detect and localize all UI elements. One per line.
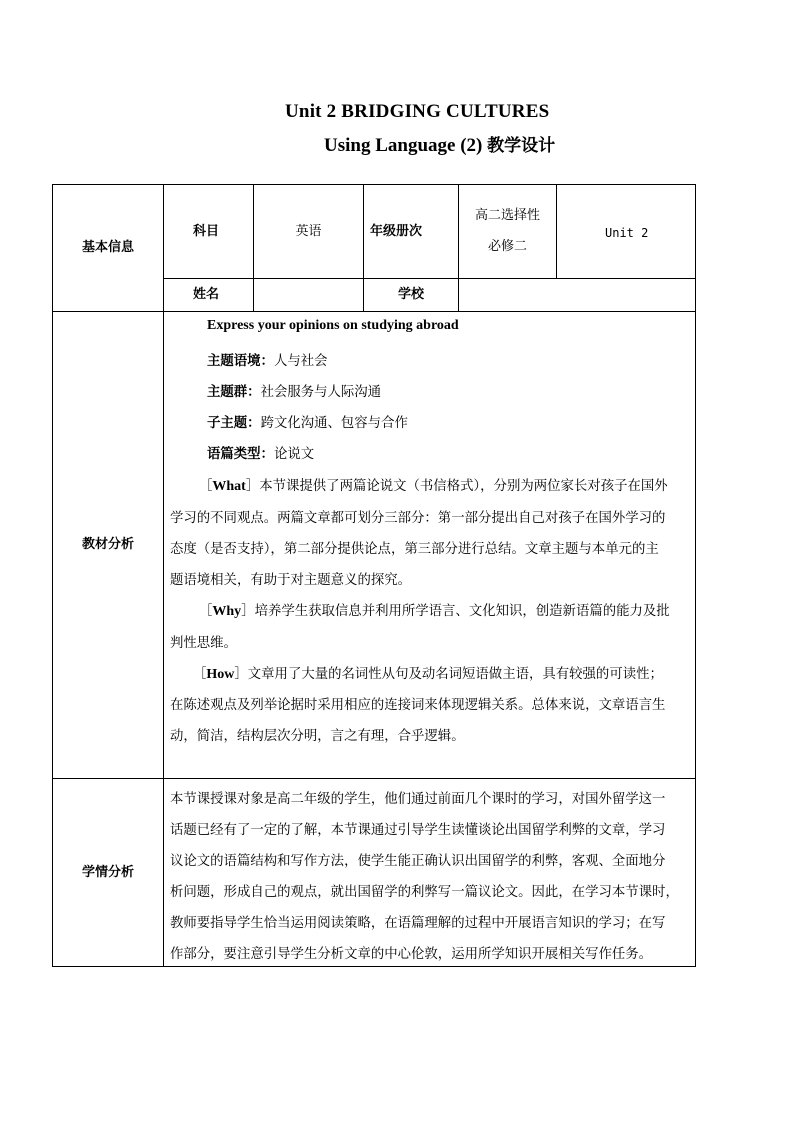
table-border <box>52 966 696 967</box>
context-value: 人与社会 <box>273 354 328 369</box>
what-line-4: 题语境相关，有助于对主题意义的探究。 <box>170 573 412 588</box>
how-line-3: 动，简洁，结构层次分明，言之有理，合乎逻辑。 <box>170 729 465 744</box>
table-divider <box>52 311 696 312</box>
what-text-1: 本节课提供了两篇论说文（书信格式），分别为两位家长对孩子在国外 <box>259 479 668 494</box>
how-text-1: 文章用了大量的名词性从句及动名词短语做主语，具有较强的可读性； <box>247 667 663 682</box>
learner-line-1: 本节课授课对象是高二年级的学生，他们通过前面几个课时的学习，对国外留学这一 <box>170 792 666 807</box>
table-border <box>695 184 696 967</box>
why-line-1: ［Why］培养学生获取信息并利用所学语言、文化知识，创造新语篇的能力及批 <box>199 604 670 619</box>
learner-label: 学情分析 <box>81 865 134 880</box>
what-line-2: 学习的不同观点。两篇文章都可划分三部分：第一部分提出自己对孩子在国外学习的 <box>170 511 666 526</box>
subject-label: 科目 <box>193 224 220 239</box>
topic-line <box>207 318 459 334</box>
how-tag: How <box>206 667 235 682</box>
table-divider <box>363 184 364 312</box>
type-value: 论说文 <box>273 447 315 462</box>
learner-line-2: 话题已经有了一定的了解，本节课通过引导学生读懂谈论出国留学利弊的文章，学习 <box>170 823 666 838</box>
sub-label: 子主题： <box>207 416 261 431</box>
table-divider <box>163 184 164 967</box>
document-title: Unit 2 BRIDGING CULTURES <box>285 101 550 122</box>
table-divider <box>163 278 696 279</box>
table-divider <box>253 184 254 312</box>
subtitle-en: Using Language (2) <box>324 135 488 156</box>
unit-value: Unit 2 <box>605 226 649 240</box>
learner-line-4: 析问题，形成自己的观点，就出国留学的利弊写一篇议论文。因此，在学习本节课时， <box>170 885 679 900</box>
type-line <box>207 443 314 462</box>
why-line-2: 判性思维。 <box>170 636 237 651</box>
why-tag: Why <box>212 604 242 619</box>
subject-value: 英语 <box>295 224 322 239</box>
subtitle-cn: 教学设计 <box>487 136 556 156</box>
type-label: 语篇类型： <box>207 447 274 462</box>
table-divider <box>52 778 696 779</box>
group-label: 主题群： <box>207 385 261 400</box>
how-line-2: 在陈述观点及列举论据时采用相应的连接词来体现逻辑关系。总体来说，文章语言生 <box>170 698 666 713</box>
basic-info-label: 基本信息 <box>81 240 134 255</box>
what-line-3: 态度（是否支持），第二部分提供论点，第三部分进行总结。文章主题与本单元的主 <box>170 542 659 557</box>
how-line-1: ［How］文章用了大量的名词性从句及动名词短语做主语，具有较强的可读性； <box>193 667 663 682</box>
grade-value-line2: 必修二 <box>487 239 527 254</box>
name-label: 姓名 <box>193 287 220 302</box>
table-border <box>52 184 696 185</box>
context-line <box>207 350 328 369</box>
material-label: 教材分析 <box>81 537 134 552</box>
table-divider <box>556 184 557 279</box>
what-tag: What <box>212 479 246 494</box>
learner-line-6: 作部分，要注意引导学生分析文章的中心伦敦，运用所学知识开展相关写作任务。 <box>170 947 653 962</box>
grade-value-line1: 高二选择性 <box>474 208 540 223</box>
group-line <box>207 381 381 400</box>
context-label: 主题语境： <box>207 354 274 369</box>
table-border <box>52 184 53 967</box>
what-line-1: ［What］本节课提供了两篇论说文（书信格式），分别为两位家长对孩子在国外 <box>199 479 668 494</box>
learner-line-5: 教师要指导学生恰当运用阅读策略，在语篇理解的过程中开展语言知识的学习；在写 <box>170 916 666 931</box>
sub-line <box>207 412 408 431</box>
school-label: 学校 <box>398 287 425 302</box>
grade-label: 年级册次 <box>370 224 423 239</box>
group-value: 社会服务与人际沟通 <box>260 385 382 400</box>
learner-line-3: 议论文的语篇结构和写作方法，使学生能正确认识出国留学的利弊，客观、全面地分 <box>170 854 666 869</box>
sub-value: 跨文化沟通、包容与合作 <box>260 416 408 431</box>
why-text-1: 培养学生获取信息并利用所学语言、文化知识，创造新语篇的能力及批 <box>254 604 670 619</box>
topic-text: Express your opinions on studying abroad <box>207 318 459 333</box>
